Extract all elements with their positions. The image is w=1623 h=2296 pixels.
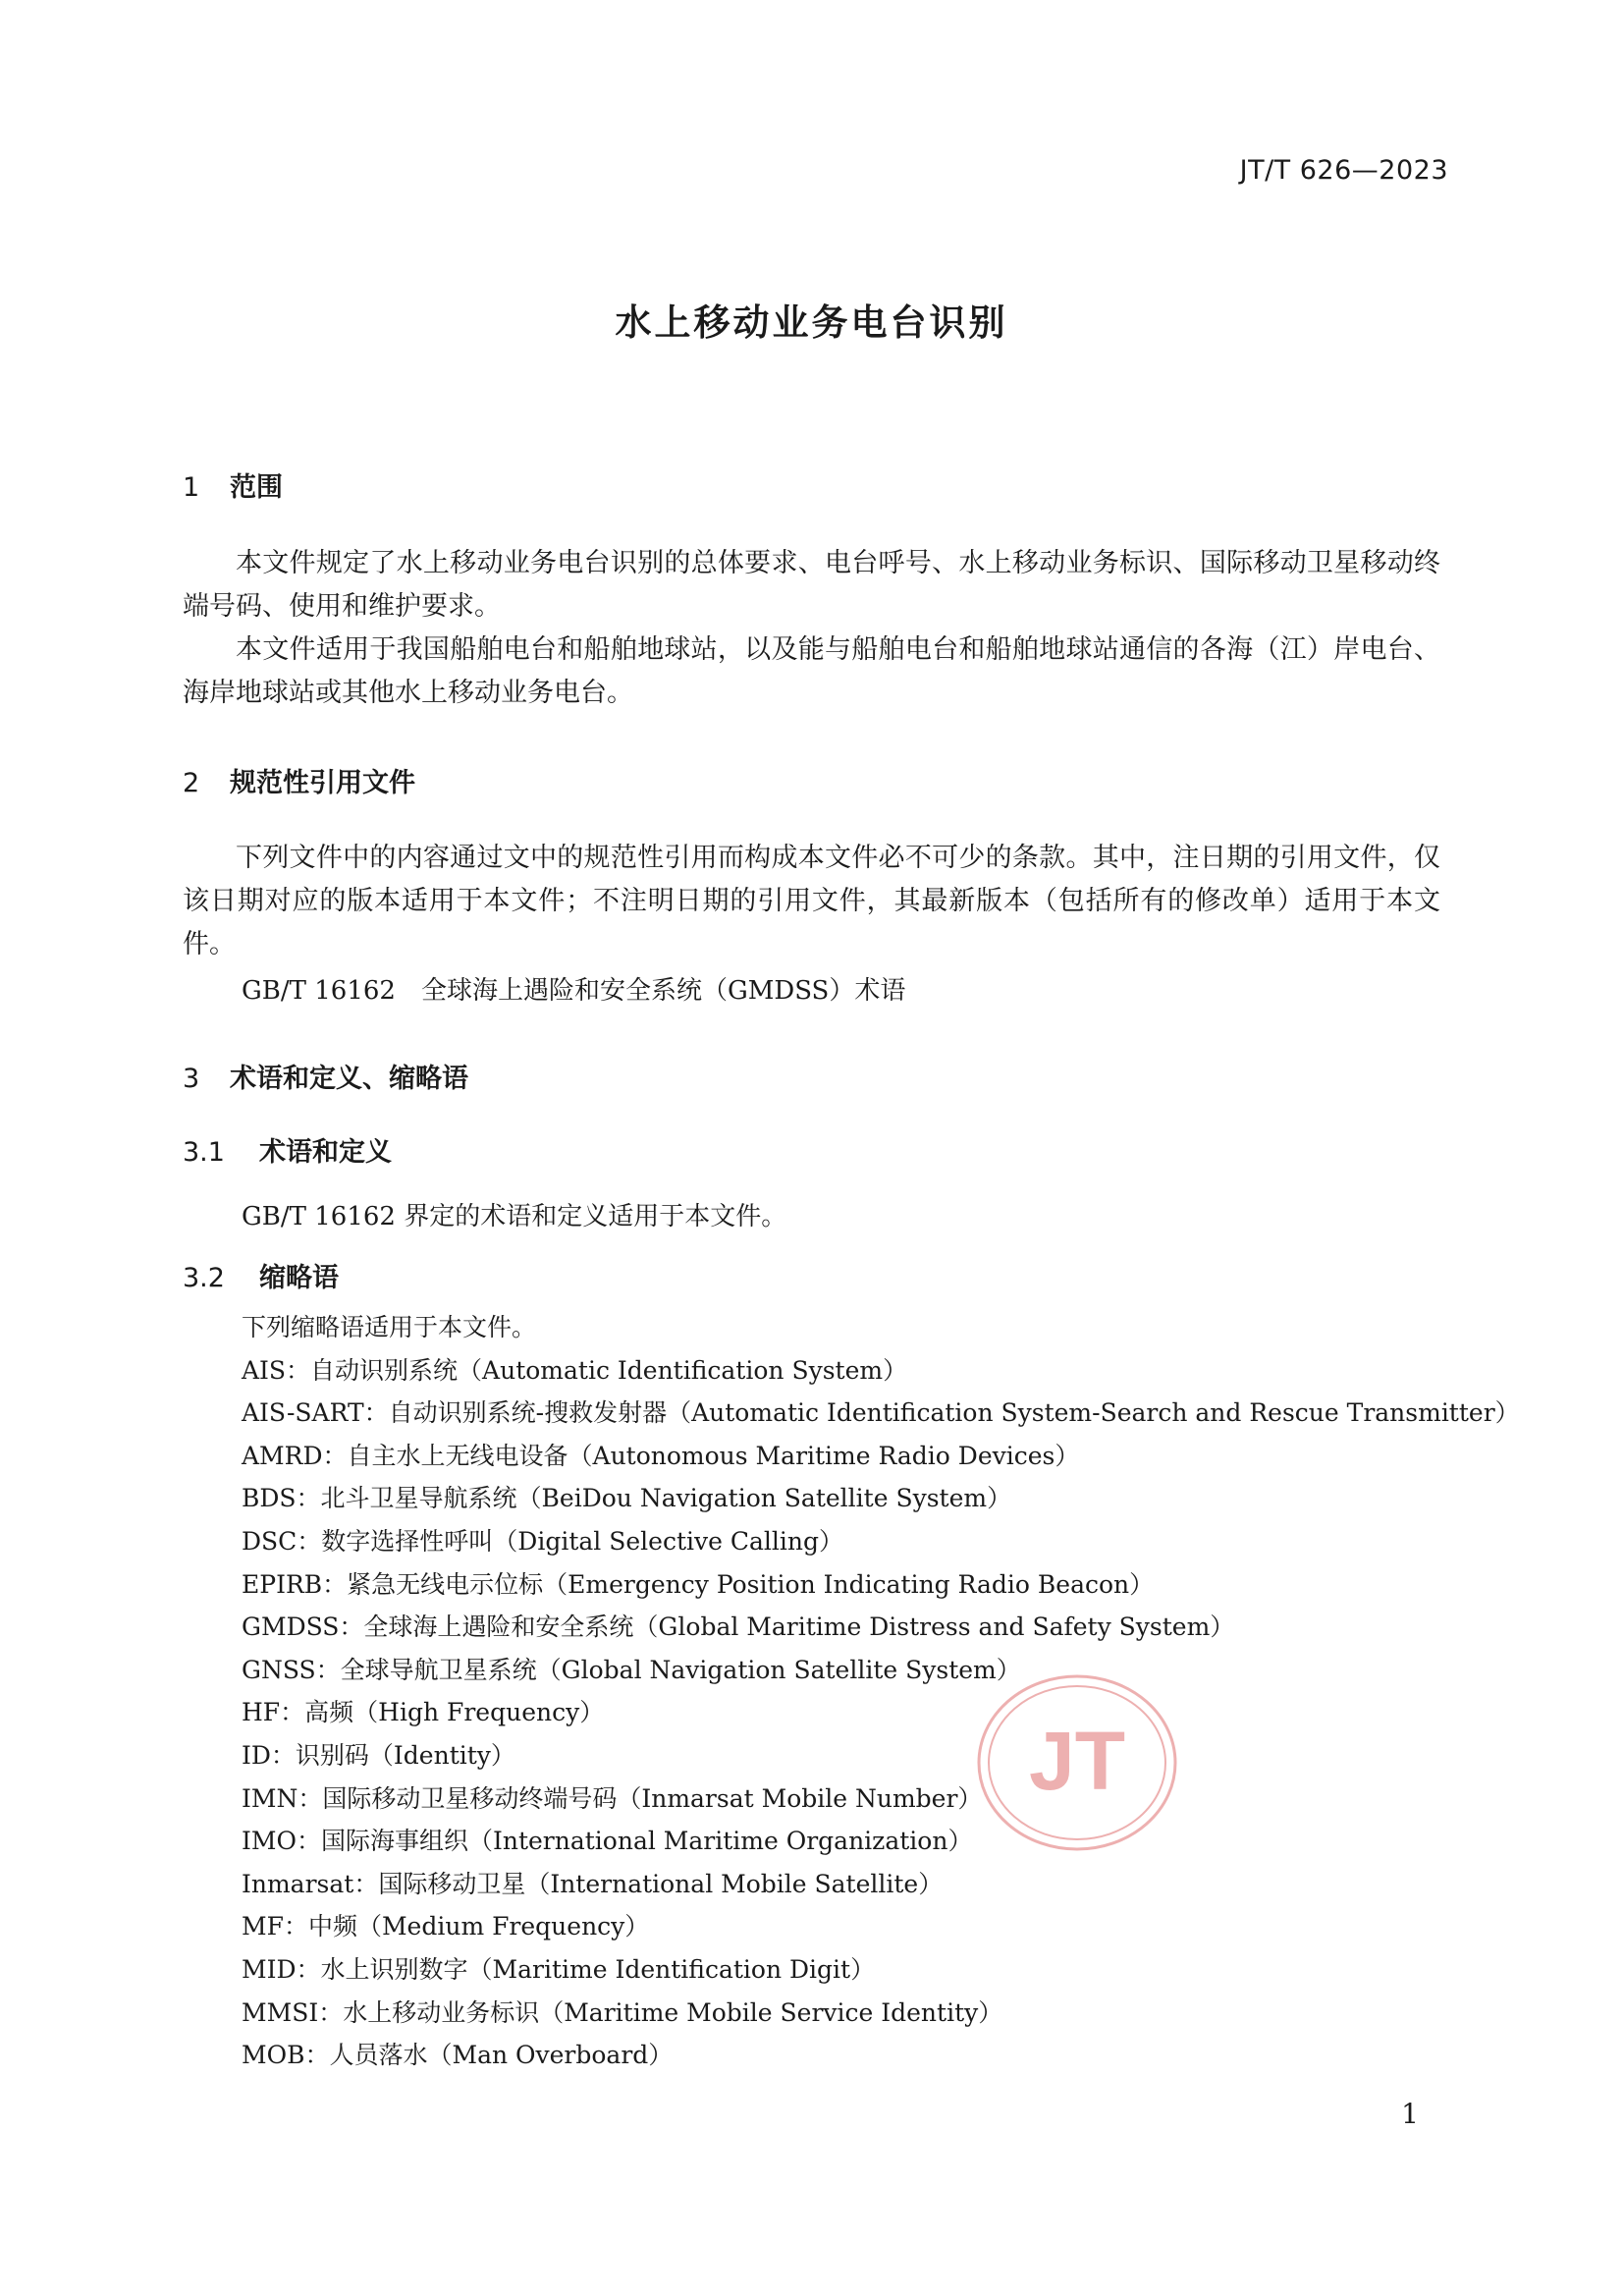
- section-1-paragraph-2: 本文件适用于我国船舶电台和船舶地球站，以及能与船舶电台和船舶地球站通信的各海（江）岸电台、海岸地球站或其他水上移动业务电台。: [183, 634, 1440, 708]
- section-2-paragraph: 下列文件中的内容通过文中的规范性引用而构成本文件必不可少的条款。其中，注日期的引用文件，仅该日期对应的版本适用于本文件；不注明日期的引用文件，其最新版本（包括所有的修改单）适用于本文件。: [183, 843, 1440, 959]
- section-2-heading: [183, 761, 415, 799]
- standard-code: JT/T 626—2023: [1239, 155, 1448, 186]
- page-number: 1: [1401, 2098, 1419, 2130]
- list-item: GNSS：全球导航卫星系统（Global Navigation Satellite System）: [242, 1655, 1021, 1684]
- section-number: 3: [183, 1064, 200, 1094]
- normative-reference: GB/T 16162 全球海上遇险和安全系统（GMDSS）术语: [242, 976, 906, 1006]
- list-item: EPIRB：紧急无线电示位标（Emergency Position Indicating Radio Beacon）: [242, 1569, 1155, 1599]
- section-number: 1: [183, 472, 200, 503]
- section-title: 缩略语: [259, 1263, 339, 1293]
- section-title: 规范性引用文件: [230, 768, 415, 798]
- jt-watermark-stamp: [974, 1669, 1180, 1856]
- section-number: 3.1: [183, 1137, 225, 1168]
- list-item: DSC：数字选择性呼叫（Digital Selective Calling）: [242, 1526, 843, 1556]
- list-item: AIS：自动识别系统（Automatic Identification System）: [242, 1355, 908, 1385]
- list-item: AMRD：自主水上无线电设备（Autonomous Maritime Radio Devices）: [242, 1441, 1080, 1470]
- list-item: AIS-SART：自动识别系统-搜救发射器（Automatic Identification System-Search and Rescue Transmitter）: [242, 1398, 1520, 1428]
- section-number: 2: [183, 768, 200, 798]
- list-item: ID：识别码（Identity）: [242, 1740, 515, 1770]
- list-item: IMO：国际海事组织（International Maritime Organization）: [242, 1827, 973, 1856]
- section-3-1-heading: [183, 1130, 392, 1169]
- list-item: MF：中频（Medium Frequency）: [242, 1912, 650, 1941]
- list-item: GMDSS：全球海上遇险和安全系统（Global Maritime Distress and Safety System）: [242, 1613, 1235, 1642]
- section-3-2-heading: [183, 1256, 339, 1294]
- list-item: MOB：人员落水（Man Overboard）: [242, 2041, 674, 2070]
- terms-definition-text: GB/T 16162 界定的术语和定义适用于本文件。: [242, 1202, 787, 1231]
- section-3-heading: [183, 1057, 468, 1095]
- stamp-text: JT: [1028, 1715, 1126, 1807]
- section-1-heading: [183, 465, 283, 504]
- section-title: 术语和定义: [259, 1137, 392, 1168]
- section-1-paragraph-1: 本文件规定了水上移动业务电台识别的总体要求、电台呼号、水上移动业务标识、国际移动卫星移动终端号码、使用和维护要求。: [183, 548, 1440, 622]
- list-item: MMSI：水上移动业务标识（Maritime Mobile Service Identity）: [242, 1997, 1003, 2027]
- list-item: BDS：北斗卫星导航系统（BeiDou Navigation Satellite System）: [242, 1484, 1012, 1513]
- list-item: IMN：国际移动卫星移动终端号码（Inmarsat Mobile Number）: [242, 1783, 983, 1813]
- section-title: 术语和定义、缩略语: [230, 1064, 468, 1094]
- list-item: MID：水上识别数字（Maritime Identification Digit）: [242, 1954, 876, 1984]
- document-title: 水上移动业务电台识别: [615, 301, 1008, 344]
- section-title: 范围: [230, 472, 283, 503]
- list-item: HF：高频（High Frequency）: [242, 1698, 605, 1727]
- section-number: 3.2: [183, 1263, 225, 1293]
- abbreviation-list: [242, 1306, 1520, 2077]
- abbreviation-intro: 下列缩略语适用于本文件。: [242, 1313, 537, 1341]
- list-item: Inmarsat：国际移动卫星（International Mobile Satellite）: [242, 1869, 944, 1898]
